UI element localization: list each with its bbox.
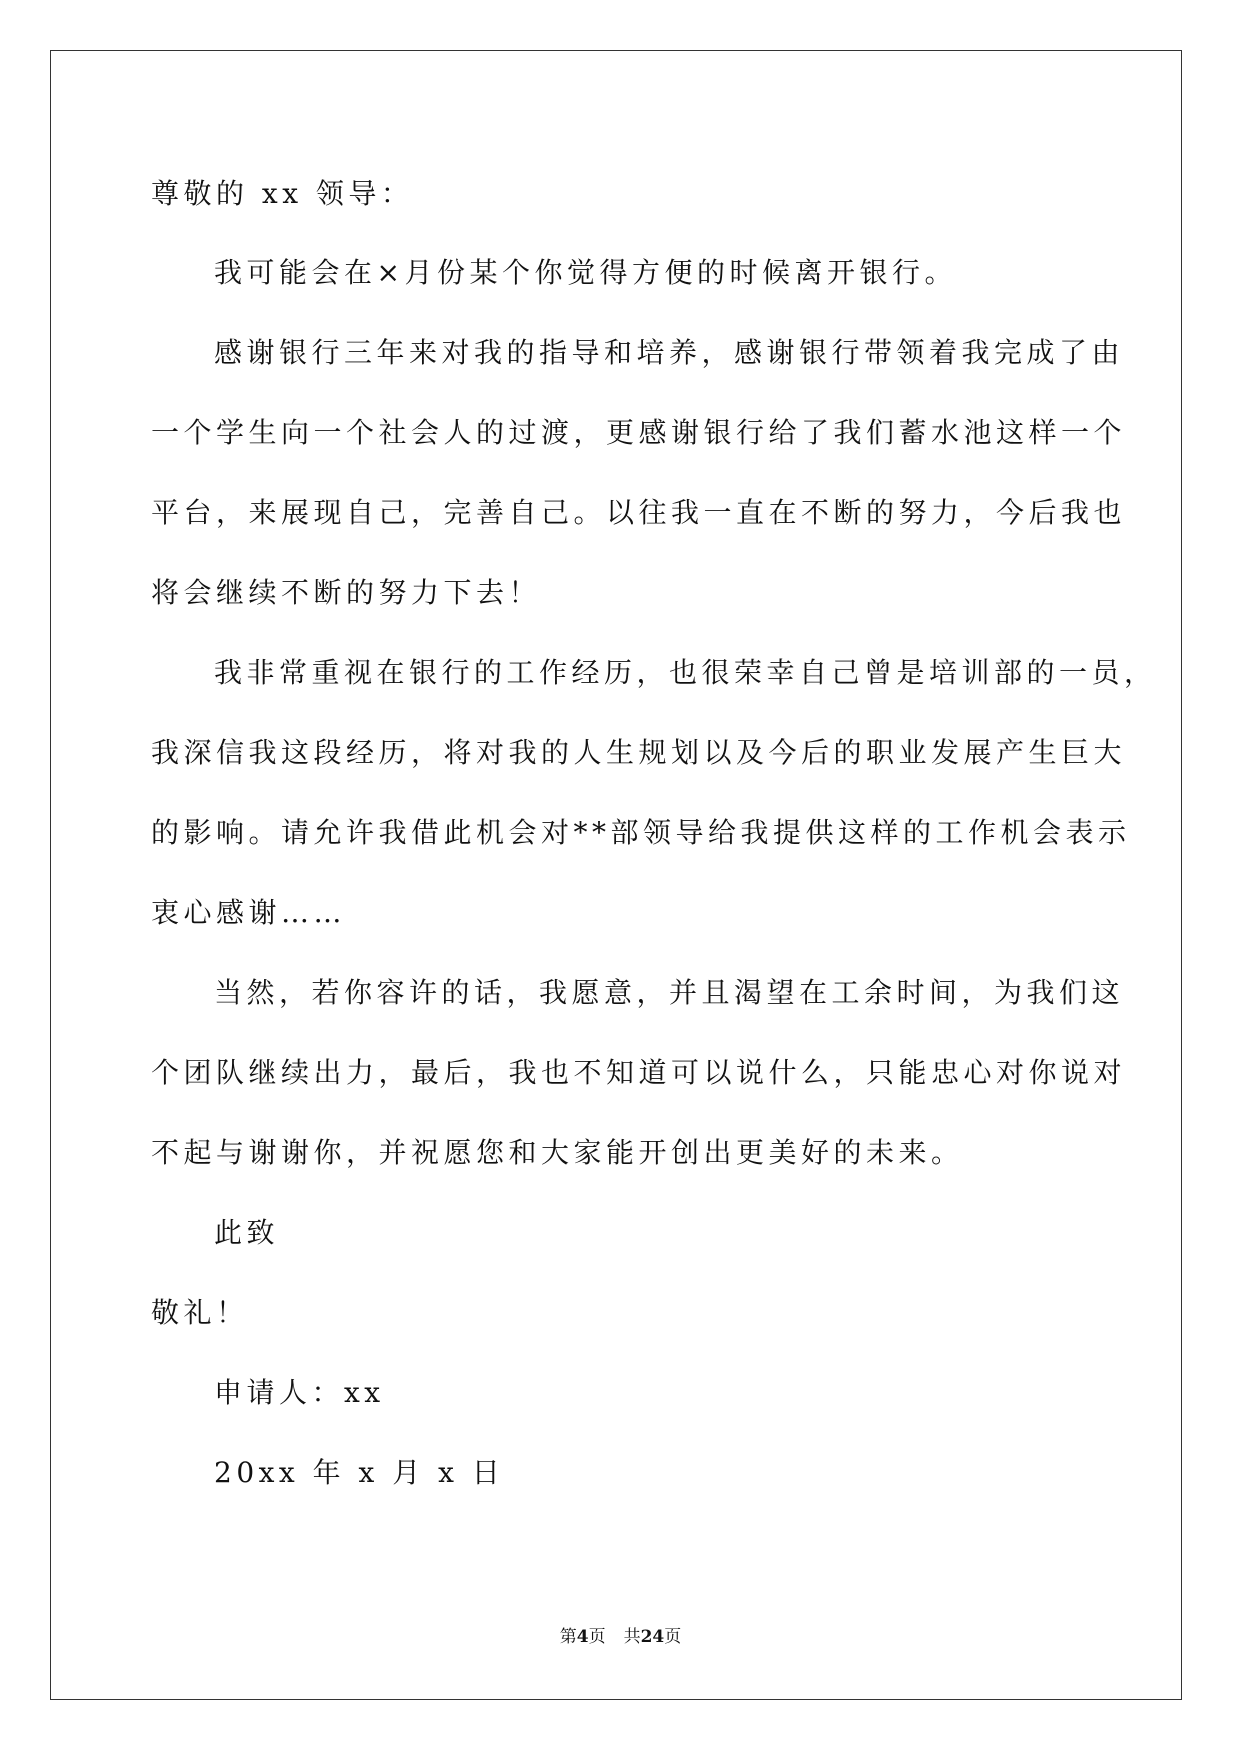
paragraph-2-line-2: 一个学生向一个社会人的过渡，更感谢银行给了我们蓄水池这样一个 (151, 416, 1127, 449)
paragraph-2-line-3: 平台，来展现自己，完善自己。以往我一直在不断的努力，今后我也 (151, 496, 1127, 529)
paragraph-3-line-2: 我深信我这段经历，将对我的人生规划以及今后的职业发展产生巨大 (151, 736, 1127, 769)
footer-total-suffix: 页 (664, 1627, 682, 1647)
footer-prefix: 第 (559, 1627, 577, 1647)
paragraph-3-line-1: 我非常重视在银行的工作经历，也很荣幸自己曾是培训部的一员， (214, 656, 1157, 689)
footer-page-number: 4 (576, 1627, 589, 1647)
page-footer (0, 1622, 1241, 1647)
closing-ci-zhi: 此致 (214, 1216, 280, 1249)
paragraph-2-line-1: 感谢银行三年来对我的指导和培养，感谢银行带领着我完成了由 (214, 336, 1125, 369)
footer-total-prefix: 共 (623, 1627, 641, 1647)
paragraph-4-line-3: 不起与谢谢你，并祝愿您和大家能开创出更美好的未来。 (151, 1136, 964, 1169)
paragraph-3-line-3: 的影响。请允许我借此机会对**部领导给我提供这样的工作机会表示 (151, 816, 1131, 849)
closing-jing-li: 敬礼！ (151, 1296, 249, 1329)
footer-total-pages: 24 (640, 1627, 665, 1647)
salutation: 尊敬的 xx 领导： (151, 177, 414, 210)
paragraph-3-line-4: 衷心感谢…… (151, 896, 347, 929)
letter-date: 20xx 年 x 月 x 日 (214, 1456, 505, 1489)
paragraph-1-line-1: 我可能会在×月份某个你觉得方便的时候离开银行。 (214, 256, 957, 289)
applicant-signature: 申请人：xx (214, 1376, 385, 1409)
paragraph-4-line-2: 个团队继续出力，最后，我也不知道可以说什么，只能忠心对你说对 (151, 1056, 1127, 1089)
paragraph-2-line-4: 将会继续不断的努力下去！ (151, 576, 542, 609)
footer-page-suffix: 页 (588, 1627, 606, 1647)
paragraph-4-line-1: 当然，若你容许的话，我愿意，并且渴望在工余时间，为我们这 (214, 976, 1125, 1009)
